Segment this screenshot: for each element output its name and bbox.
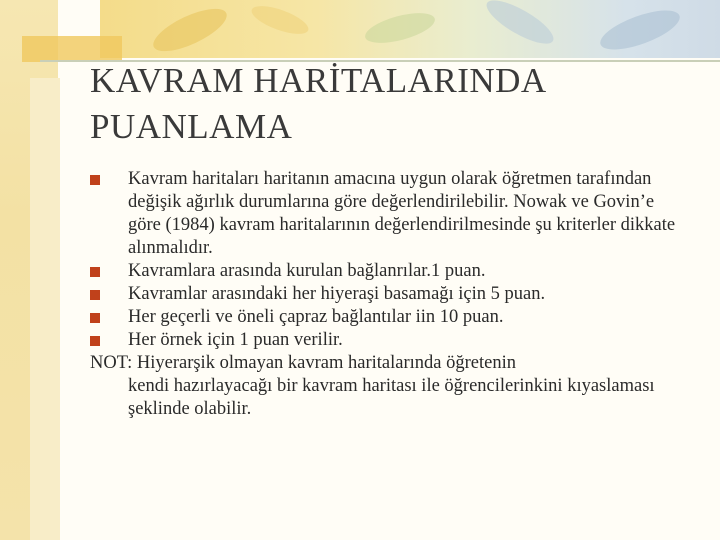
slide-title-line-1: KAVRAM HARİTALARINDA: [90, 61, 547, 100]
leaf-decoration-icon: [100, 0, 720, 58]
square-bullet-icon: [90, 267, 100, 277]
note-first-line: NOT: Hiyerarşik olmayan kavram haritalarında öğretenin: [90, 353, 516, 373]
bullet-text: Her örnek için 1 puan verilir.: [128, 330, 343, 350]
square-bullet-icon: [90, 175, 100, 185]
bullet-item: [90, 283, 690, 306]
note-paragraph: [90, 352, 690, 421]
bullet-item: [90, 306, 690, 329]
square-bullet-icon: [90, 313, 100, 323]
slide-title: [90, 58, 690, 150]
square-bullet-icon: [90, 336, 100, 346]
bullet-item: [90, 260, 690, 283]
bullet-item: [90, 168, 690, 260]
bullet-item: [90, 329, 690, 352]
decorative-top-banner: [100, 0, 720, 58]
slide-title-line-2: PUANLAMA: [90, 107, 293, 146]
note-continuation: kendi hazırlayacağı bir kavram haritası ile öğrencilerinkini kıyaslaması şeklinde olabilir.: [128, 376, 655, 419]
slide-body: [90, 168, 690, 421]
bullet-text: Her geçerli ve öneli çapraz bağlantılar iin 10 puan.: [128, 307, 504, 327]
bullet-text: Kavramlara arasında kurulan bağlanrılar.1 puan.: [128, 261, 486, 281]
bullet-text: Kavramlar arasındaki her hiyeraşi basamağı için 5 puan.: [128, 284, 546, 304]
bullet-text: Kavram haritaları haritanın amacına uygun olarak öğretmen tarafından değişik ağırlık durumlarına göre değerlendirilebilir. Nowak ve Govin’e göre (1984) kavram haritalarının değerlendirilmesinde şu kriterler dikkate alınmalıdır.: [128, 169, 676, 258]
decorative-left-accent: [30, 78, 60, 540]
square-bullet-icon: [90, 290, 100, 300]
